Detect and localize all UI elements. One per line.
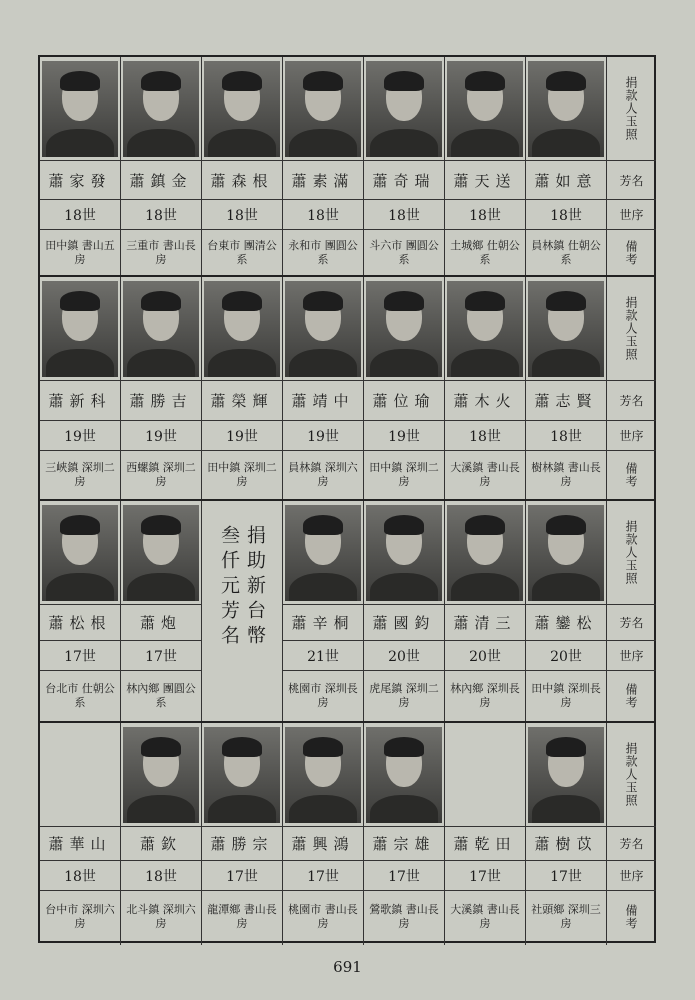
label-name: 芳名 (607, 380, 656, 420)
donor-card (121, 501, 202, 723)
donor-name: 蕭華山 (40, 826, 120, 860)
donor-note: 田中鎮 深圳二房 (202, 450, 282, 499)
donor-photo (528, 505, 604, 601)
donor-photo (447, 505, 523, 601)
donor-card (526, 57, 607, 275)
donor-note: 林內鄉 團圓公系 (121, 670, 201, 721)
donor-note: 桃園市 深圳長房 (283, 670, 363, 721)
donor-note: 員林鎮 仕朝公系 (526, 229, 606, 275)
donor-photo (42, 505, 118, 601)
donor-generation: 19世 (364, 420, 444, 450)
donor-photo (42, 61, 118, 157)
donor-photo (366, 281, 442, 377)
donation-heading (202, 501, 283, 723)
donor-photo (366, 727, 442, 823)
donor-generation: 19世 (121, 420, 201, 450)
donor-name: 蕭如意 (526, 160, 606, 199)
donor-card (40, 723, 121, 945)
donor-note: 林內鄉 深圳長房 (445, 670, 525, 721)
donor-generation: 18世 (445, 420, 525, 450)
label-name: 芳名 (607, 160, 656, 199)
label-generation: 世序 (607, 420, 656, 450)
row-labels (607, 57, 656, 275)
donor-generation: 21世 (283, 640, 363, 670)
donor-photo (528, 727, 604, 823)
donor-note: 西螺鎮 深圳二房 (121, 450, 201, 499)
donor-note: 桃園市 書山長房 (283, 890, 363, 943)
donor-photo (366, 61, 442, 157)
donor-card (202, 57, 283, 275)
donor-name: 蕭家發 (40, 160, 120, 199)
donor-card (445, 277, 526, 501)
donor-photo (204, 727, 280, 823)
donor-photo (123, 727, 199, 823)
donor-name: 蕭鑾松 (526, 604, 606, 640)
donor-card (202, 723, 283, 945)
donor-generation: 19世 (40, 420, 120, 450)
donor-generation: 18世 (40, 199, 120, 229)
row-labels (607, 723, 656, 945)
donor-generation: 18世 (121, 860, 201, 890)
donor-photo (123, 61, 199, 157)
donor-name: 蕭國鈞 (364, 604, 444, 640)
donor-name: 蕭新科 (40, 380, 120, 420)
label-generation: 世序 (607, 860, 656, 890)
label-name: 芳名 (607, 604, 656, 640)
donor-roster-sheet (38, 55, 656, 943)
donor-card (364, 501, 445, 723)
donor-card (121, 723, 202, 945)
empty-photo (447, 727, 523, 823)
donor-note: 大溪鎮 書山長房 (445, 450, 525, 499)
donor-row-2 (40, 275, 656, 501)
donor-note: 田中鎮 深圳長房 (526, 670, 606, 721)
donor-card (40, 277, 121, 501)
donor-photo (204, 281, 280, 377)
donor-photo (204, 61, 280, 157)
donor-name: 蕭炮 (121, 604, 201, 640)
donor-row-1 (40, 57, 656, 275)
donor-name: 蕭素滿 (283, 160, 363, 199)
label-note: 備考 (607, 450, 656, 499)
donor-name: 蕭奇瑞 (364, 160, 444, 199)
donor-generation: 18世 (40, 860, 120, 890)
donor-name: 蕭木火 (445, 380, 525, 420)
donor-photo (42, 281, 118, 377)
donor-name: 蕭位瑜 (364, 380, 444, 420)
label-photo: 捐款人玉照 (624, 296, 638, 361)
donor-note: 大溪鎮 書山長房 (445, 890, 525, 943)
donor-name: 蕭志賢 (526, 380, 606, 420)
donor-card (283, 57, 364, 275)
label-photo: 捐款人玉照 (624, 742, 638, 807)
donor-generation: 19世 (283, 420, 363, 450)
donor-name: 蕭松根 (40, 604, 120, 640)
label-generation: 世序 (607, 199, 656, 229)
page-number: 691 (333, 958, 362, 976)
donor-row-3 (40, 499, 656, 723)
donor-name: 蕭樹苡 (526, 826, 606, 860)
donor-note: 三重市 書山長房 (121, 229, 201, 275)
donor-generation: 18世 (445, 199, 525, 229)
donor-name: 蕭天送 (445, 160, 525, 199)
row-labels (607, 501, 656, 723)
donor-generation: 20世 (445, 640, 525, 670)
donor-photo (447, 281, 523, 377)
donor-name: 蕭鎮金 (121, 160, 201, 199)
donor-card (40, 57, 121, 275)
empty-photo (42, 727, 118, 823)
donor-generation: 18世 (364, 199, 444, 229)
donor-note: 樹林鎮 書山長房 (526, 450, 606, 499)
donor-generation: 17世 (445, 860, 525, 890)
donor-card (40, 501, 121, 723)
donor-photo (285, 61, 361, 157)
donor-generation: 18世 (526, 420, 606, 450)
donor-name: 蕭乾田 (445, 826, 525, 860)
donor-generation: 20世 (526, 640, 606, 670)
donor-name: 蕭宗雄 (364, 826, 444, 860)
donor-name: 蕭勝宗 (202, 826, 282, 860)
donor-card (364, 723, 445, 945)
donor-card (283, 501, 364, 723)
donor-note: 三峽鎮 深圳二房 (40, 450, 120, 499)
donor-note: 土城鄉 仕朝公系 (445, 229, 525, 275)
donor-note: 台中市 深圳六房 (40, 890, 120, 943)
donor-note: 台東市 團清公系 (202, 229, 282, 275)
donor-card (121, 57, 202, 275)
donor-photo (285, 505, 361, 601)
donor-generation: 17世 (526, 860, 606, 890)
donor-name: 蕭興鴻 (283, 826, 363, 860)
donor-card (283, 277, 364, 501)
donor-card (445, 501, 526, 723)
donor-card (202, 277, 283, 501)
donor-photo (528, 61, 604, 157)
label-note: 備考 (607, 229, 656, 275)
donor-name: 蕭清三 (445, 604, 525, 640)
donor-card (283, 723, 364, 945)
label-note: 備考 (607, 670, 656, 721)
donor-name: 蕭勝吉 (121, 380, 201, 420)
donor-note: 田中鎮 書山五房 (40, 229, 120, 275)
label-photo: 捐款人玉照 (624, 520, 638, 585)
donor-generation: 19世 (202, 420, 282, 450)
donor-photo (366, 505, 442, 601)
label-name: 芳名 (607, 826, 656, 860)
label-note: 備考 (607, 890, 656, 943)
donor-card (364, 57, 445, 275)
donor-row-4 (40, 721, 656, 945)
donor-note: 員林鎮 深圳六房 (283, 450, 363, 499)
donor-photo (285, 727, 361, 823)
donor-generation: 17世 (283, 860, 363, 890)
donor-note: 社頭鄉 深圳三房 (526, 890, 606, 943)
donor-card (121, 277, 202, 501)
row-labels (607, 277, 656, 501)
label-photo: 捐款人玉照 (624, 76, 638, 141)
donor-card (445, 723, 526, 945)
donor-generation: 17世 (121, 640, 201, 670)
donor-name: 蕭靖中 (283, 380, 363, 420)
donor-card (526, 723, 607, 945)
donor-generation: 17世 (202, 860, 282, 890)
donor-generation: 17世 (40, 640, 120, 670)
donor-photo (123, 505, 199, 601)
donor-note: 台北市 仕朝公系 (40, 670, 120, 721)
donor-card (526, 501, 607, 723)
donor-note: 龍潭鄉 書山長房 (202, 890, 282, 943)
donor-generation: 18世 (283, 199, 363, 229)
donor-photo (447, 61, 523, 157)
donor-note: 鶯歌鎮 書山長房 (364, 890, 444, 943)
donor-photo (285, 281, 361, 377)
donor-name: 蕭榮輝 (202, 380, 282, 420)
donor-generation: 18世 (121, 199, 201, 229)
donor-generation: 18世 (202, 199, 282, 229)
donor-card (364, 277, 445, 501)
donor-name: 蕭欽 (121, 826, 201, 860)
donor-note: 北斗鎮 深圳六房 (121, 890, 201, 943)
donor-card (445, 57, 526, 275)
donor-name: 蕭森根 (202, 160, 282, 199)
donor-card (526, 277, 607, 501)
donor-note: 斗六市 團圓公系 (364, 229, 444, 275)
donation-line: 捐助新台幣 (244, 525, 266, 650)
donor-generation: 17世 (364, 860, 444, 890)
donor-note: 田中鎮 深圳二房 (364, 450, 444, 499)
donor-note: 永和市 團圓公系 (283, 229, 363, 275)
donation-line: 叁仟元芳名 (218, 525, 240, 650)
label-generation: 世序 (607, 640, 656, 670)
donor-name: 蕭辛桐 (283, 604, 363, 640)
donor-photo (123, 281, 199, 377)
donor-note: 虎尾鎮 深圳二房 (364, 670, 444, 721)
donor-generation: 18世 (526, 199, 606, 229)
donor-photo (528, 281, 604, 377)
donor-generation: 20世 (364, 640, 444, 670)
